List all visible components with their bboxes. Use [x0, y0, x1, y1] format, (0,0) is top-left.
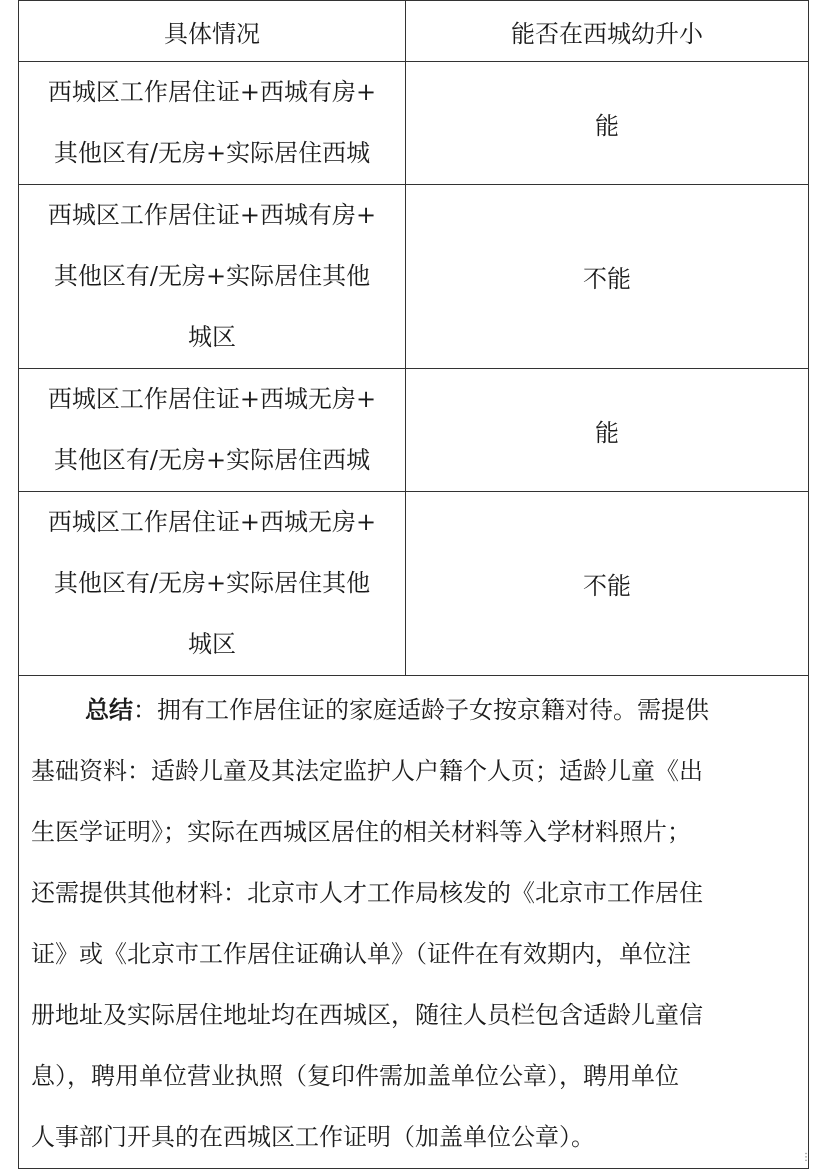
- table-row: [19, 369, 809, 492]
- eligibility-cell: 能: [406, 62, 809, 185]
- summary-line: 人事部门开具的在西城区工作证明（加盖单位公章）。: [31, 1123, 595, 1151]
- eligibility-cell: 不能: [406, 185, 809, 369]
- summary-line: [31, 679, 796, 741]
- situation-line: 城区: [188, 323, 236, 351]
- situation-line: 城区: [188, 630, 236, 658]
- situation-line: 西城区工作居住证+西城无房+: [47, 508, 377, 536]
- table-row: [19, 185, 809, 369]
- summary-row: [19, 676, 809, 1169]
- info-table: [18, 0, 809, 1169]
- table-header-row: [19, 1, 809, 62]
- situation-line: 其他区有/无房+实际居住其他: [53, 262, 371, 290]
- situation-cell: [19, 62, 406, 185]
- situation-line: 西城区工作居住证+西城有房+: [47, 201, 377, 229]
- table-row: [19, 62, 809, 185]
- situation-cell: [19, 185, 406, 369]
- situation-line: 其他区有/无房+实际居住西城: [53, 139, 371, 167]
- summary-text: ：拥有工作居住证的家庭适龄子女按京籍对待。需提供: [133, 696, 709, 724]
- eligibility-cell: 能: [406, 369, 809, 492]
- header-situation: 具体情况: [19, 1, 406, 62]
- corner-mark: ⋮: [801, 1152, 811, 1163]
- situation-line: 其他区有/无房+实际居住其他: [53, 569, 371, 597]
- table-row: [19, 492, 809, 676]
- summary-line: 证》或《北京市工作居住证确认单》（证件在有效期内，单位注: [31, 940, 691, 968]
- situation-line: 西城区工作居住证+西城无房+: [47, 385, 377, 413]
- header-eligibility: 能否在西城幼升小: [406, 1, 809, 62]
- summary-line: 生医学证明》；实际在西城区居住的相关材料等入学材料照片；: [31, 818, 691, 846]
- summary-lead: 总结: [85, 695, 133, 724]
- situation-cell: [19, 492, 406, 676]
- eligibility-cell: 不能: [406, 492, 809, 676]
- summary-line: 息），聘用单位营业执照（复印件需加盖单位公章），聘用单位: [31, 1062, 679, 1090]
- situation-cell: [19, 369, 406, 492]
- situation-line: 其他区有/无房+实际居住西城: [53, 446, 371, 474]
- summary-line: 基础资料：适龄儿童及其法定监护人户籍个人页；适龄儿童《出: [31, 757, 703, 785]
- summary-line: 册地址及实际居住地址均在西城区，随往人员栏包含适龄儿童信: [31, 1001, 703, 1029]
- situation-line: 西城区工作居住证+西城有房+: [47, 78, 377, 106]
- summary-line: 还需提供其他材料：北京市人才工作局核发的《北京市工作居住: [31, 879, 703, 907]
- summary-cell: [19, 676, 809, 1169]
